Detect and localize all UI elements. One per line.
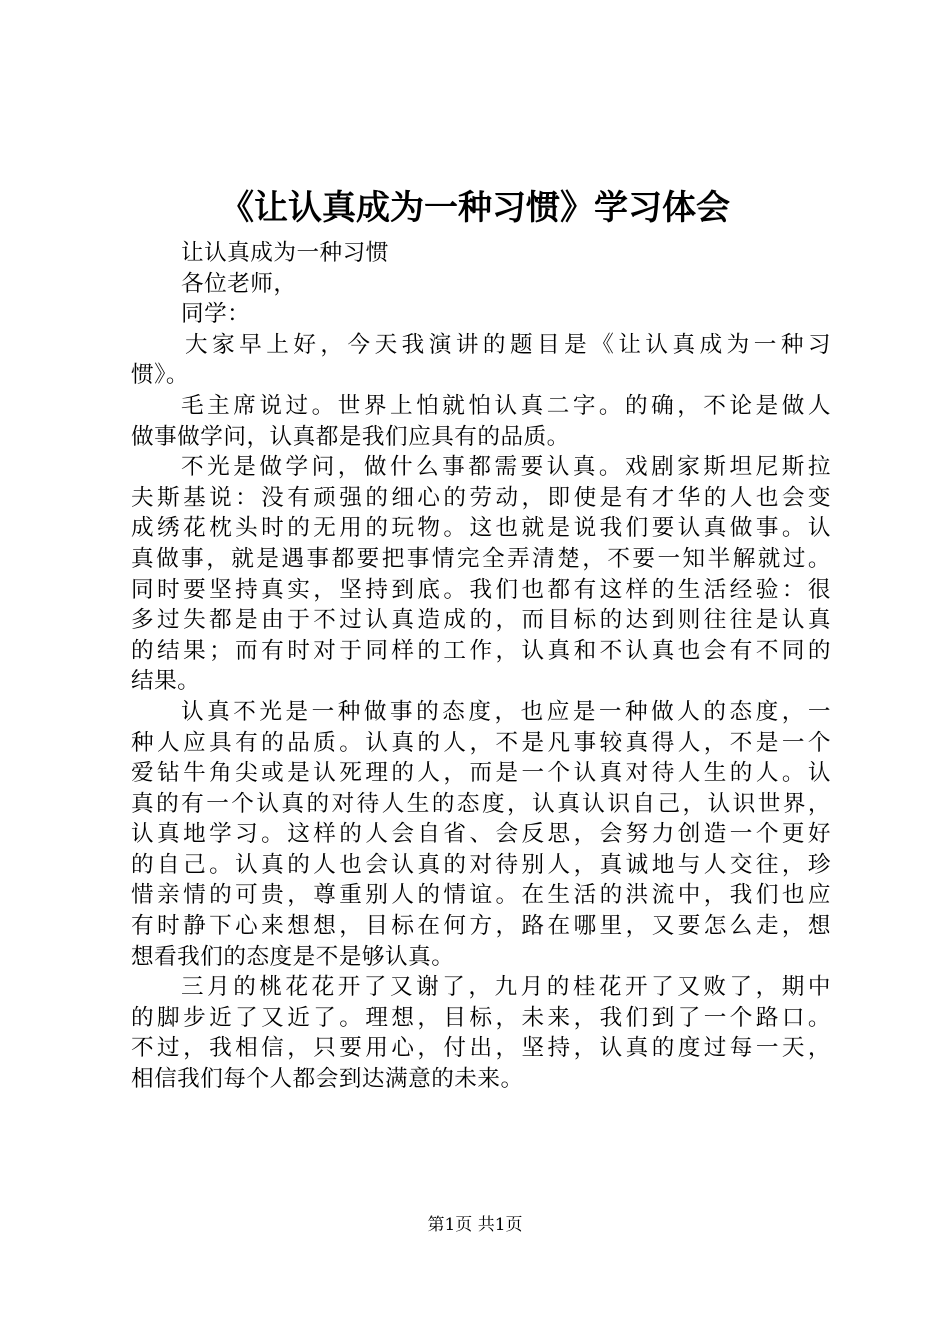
text-line: 的自己。认真的人也会认真的对待别人，真诚地与人交往，珍 — [131, 851, 831, 878]
text-line: 爱钻牛角尖或是认死理的人，而是一个认真对待人生的人。认 — [131, 760, 831, 787]
text-line: 不过，我相信，只要用心，付出，坚持，认真的度过每一天， — [131, 1035, 831, 1062]
text-line: 三月的桃花花开了又谢了，九月的桂花开了又败了，期中 — [181, 974, 831, 1001]
text-line: 惯》。 — [131, 362, 189, 389]
text-line: 真的有一个认真的对待人生的态度，认真认识自己，认识世界， — [131, 790, 831, 817]
text-line: 惜亲情的可贵，尊重别人的情谊。在生活的洪流中，我们也应 — [131, 882, 831, 909]
text-line: 结果。 — [131, 668, 201, 695]
text-line: 多过失都是由于不过认真造成的，而目标的达到则往往是认真 — [131, 607, 831, 634]
page-number-footer: 第1页 共1页 — [427, 1215, 523, 1235]
text-line: 各位老师， — [181, 270, 297, 297]
text-line: 成绣花枕头时的无用的玩物。这也就是说我们要认真做事。认 — [131, 515, 831, 542]
text-line: 相信我们每个人都会到达满意的未来。 — [131, 1066, 524, 1093]
text-line: 真做事，就是遇事都要把事情完全弄清楚，不要一知半解就过。 — [131, 545, 831, 572]
text-line: 毛主席说过。世界上怕就怕认真二字。的确，不论是做人 — [181, 392, 831, 419]
text-line: 夫斯基说：没有顽强的细心的劳动，即使是有才华的人也会变 — [131, 484, 831, 511]
text-line: 认真不光是一种做事的态度，也应是一种做人的态度，一 — [181, 698, 831, 725]
text-line: 大家早上好，今天我演讲的题目是《让认真成为一种习 — [185, 331, 831, 358]
text-line: 的结果；而有时对于同样的工作，认真和不认真也会有不同的 — [131, 637, 831, 664]
text-line: 同时要坚持真实，坚持到底。我们也都有这样的生活经验：很 — [131, 576, 831, 603]
text-line: 认真地学习。这样的人会自省、会反思，会努力创造一个更好 — [131, 821, 831, 848]
text-line: 想看我们的态度是不是够认真。 — [131, 943, 455, 970]
text-line: 让认真成为一种习惯 — [181, 240, 389, 266]
text-line: 同学： — [181, 301, 251, 328]
document-title: 《让认真成为一种习惯》学习体会 — [220, 188, 730, 228]
text-line: 不光是做学问，做什么事都需要认真。戏剧家斯坦尼斯拉 — [181, 454, 831, 481]
text-line: 做事做学问，认真都是我们应具有的品质。 — [131, 423, 570, 450]
text-line: 有时静下心来想想，目标在何方，路在哪里，又要怎么走，想 — [131, 913, 831, 940]
document-body — [131, 238, 831, 1095]
text-line: 种人应具有的品质。认真的人，不是凡事较真得人，不是一个 — [131, 729, 831, 756]
text-line: 的脚步近了又近了。理想，目标，未来，我们到了一个路口。 — [131, 1004, 831, 1031]
